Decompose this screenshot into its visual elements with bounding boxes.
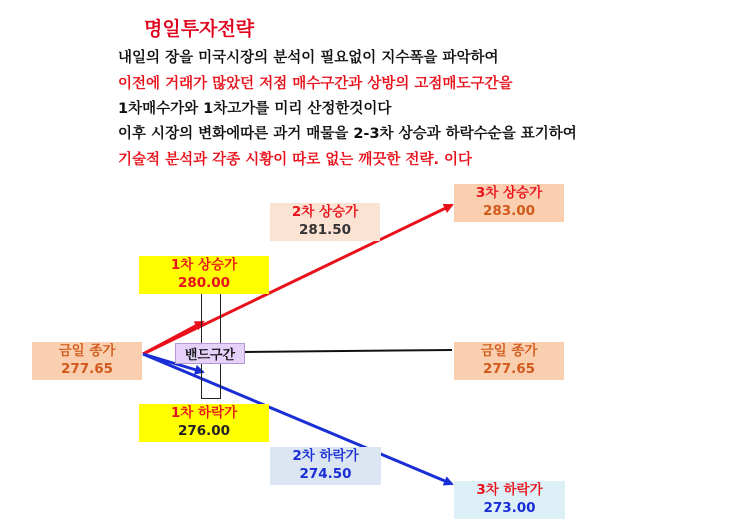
down2-label: 2차 하락가 bbox=[292, 448, 359, 464]
description-line-3: 1차매수가와 1차고가를 미리 산정한것이다 bbox=[118, 101, 392, 117]
up3-label: 3차 상승가 bbox=[475, 185, 543, 201]
description-line-5: 기술적 분석과 각종 시황이 따로 없는 깨끗한 전략. 이다 bbox=[118, 152, 473, 168]
down3-box bbox=[454, 481, 565, 519]
close-right-label: 금일 종가 bbox=[480, 343, 538, 359]
down3-label: 3차 하락가 bbox=[476, 482, 543, 498]
description-line-4: 이후 시장의 변화에따른 과거 매물을 2-3차 상승과 하락수순을 표기하여 bbox=[118, 126, 577, 142]
up3-value: 283.00 bbox=[482, 203, 536, 219]
up2-box bbox=[270, 203, 380, 241]
band-zone-label: 밴드구간 bbox=[175, 343, 245, 364]
down1-box bbox=[139, 404, 269, 442]
down3-value: 273.00 bbox=[483, 500, 536, 516]
up2-value: 281.50 bbox=[298, 222, 352, 238]
up3-box bbox=[454, 184, 564, 222]
close-today-label: 금일 종가 bbox=[58, 343, 116, 359]
down2-box bbox=[270, 447, 381, 485]
close-today-box bbox=[32, 342, 142, 380]
close-today-value: 277.65 bbox=[60, 361, 114, 377]
horizontal-black-line bbox=[245, 350, 452, 352]
close-right-value: 277.65 bbox=[482, 361, 536, 377]
up1-value: 280.00 bbox=[177, 275, 231, 291]
down1-value: 276.00 bbox=[177, 423, 231, 439]
page-title: 명일투자전략 bbox=[144, 18, 255, 40]
description-line-1: 내일의 장을 미국시장의 분석이 필요없이 지수폭을 파악하여 bbox=[118, 50, 499, 66]
close-right-box bbox=[454, 342, 564, 380]
down1-label: 1차 하락가 bbox=[170, 405, 238, 421]
up2-label: 2차 상승가 bbox=[291, 204, 359, 220]
up1-box bbox=[139, 256, 269, 294]
down2-value: 274.50 bbox=[299, 466, 352, 482]
description-line-2: 이전에 거래가 많았던 저점 매수구간과 상방의 고점매도구간을 bbox=[118, 76, 513, 92]
up1-label: 1차 상승가 bbox=[170, 257, 238, 273]
